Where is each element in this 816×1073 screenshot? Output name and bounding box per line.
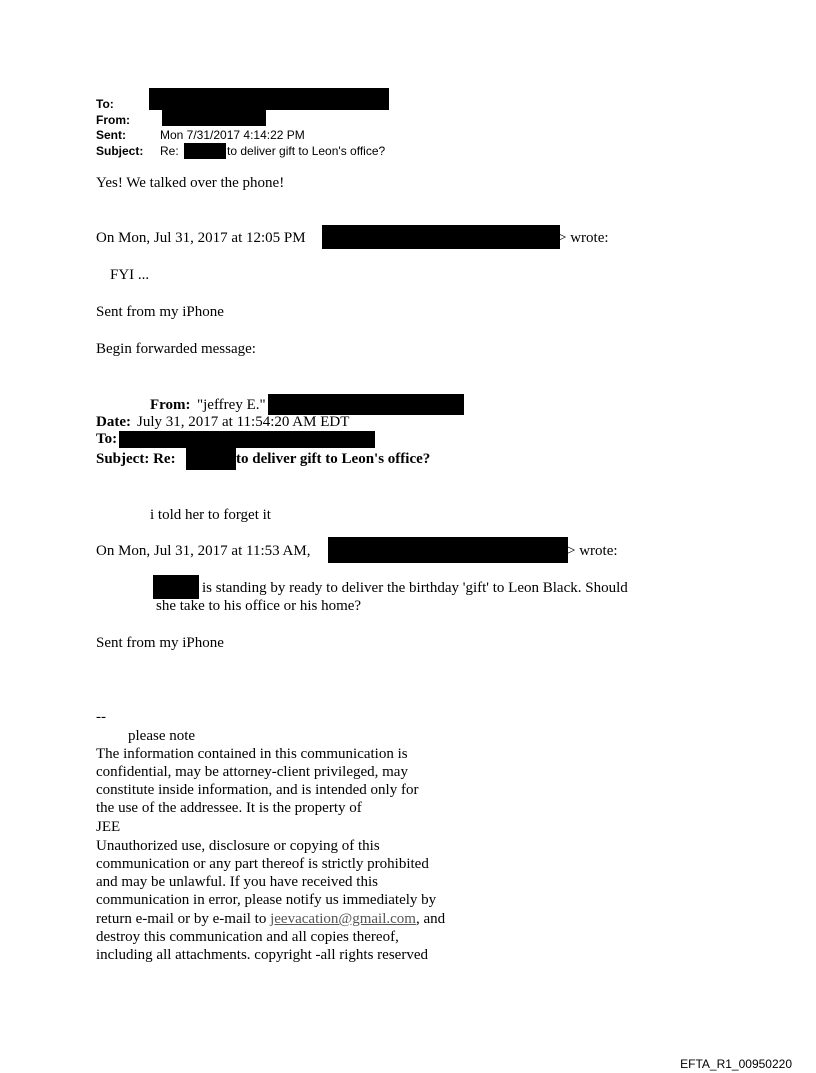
subject-suffix: to deliver gift to Leon's office? [227,144,386,158]
begin-forwarded: Begin forwarded message: [96,341,256,357]
disclaimer-line: and may be unlawful. If you have received this [96,874,378,890]
from-label: From: [96,113,130,127]
fwd-to-label: To: [96,431,118,447]
redaction-block [322,225,560,249]
reply-text: Yes! We talked over the phone! [96,175,285,191]
redaction-block [268,394,464,415]
fwd-date-value: July 31, 2017 at 11:54:20 AM EDT [137,414,350,430]
sent-from-iphone-2: Sent from my iPhone [96,635,224,651]
fwd-date-label: Date: [96,414,131,430]
redaction-block [328,537,568,563]
fyi-text: FYI ... [110,267,150,283]
quote-intro-2: On Mon, Jul 31, 2017 at 11:53 AM, [96,543,311,559]
redaction-block [119,431,375,448]
redaction-block [162,110,266,126]
disclaimer-line: communication or any part thereof is strictly prohibited [96,856,429,872]
disclaimer-text: , and [415,911,446,927]
subject-prefix: Re: [160,144,179,158]
sent-from-iphone: Sent from my iPhone [96,304,224,320]
to-label: To: [96,97,114,111]
redaction-block [149,88,389,110]
disclaimer-line: communication in error, please notify us immediately by [96,892,437,908]
subject-label: Subject: [96,144,144,158]
redaction-block [186,448,236,470]
fwd-subject-label: Subject: Re: [96,451,176,467]
sent-value: Mon 7/31/2017 4:14:22 PM [160,128,305,142]
disclaimer-text: return e-mail or by e-mail to [96,911,267,927]
quote-wrote-2: > wrote: [567,543,618,559]
fwd-subject-suffix: to deliver gift to Leon's office? [236,451,431,467]
quote-wrote-1: > wrote: [558,230,609,246]
disclaimer-line: JEE [96,819,121,835]
quote-intro-1: On Mon, Jul 31, 2017 at 12:05 PM [96,230,306,246]
redaction-block [184,143,226,159]
disclaimer-line: including all attachments. copyright -all rights reserved [96,947,428,963]
email-link[interactable]: jeevacation@gmail.com [270,911,416,927]
disclaimer-line: destroy this communication and all copies thereof, [96,929,399,945]
disclaimer-line: The information contained in this communication is [96,746,408,762]
quote2-line2: she take to his office or his home? [156,598,362,614]
document-id: EFTA_R1_00950220 [680,1057,792,1071]
disclaimer-line: constitute inside information, and is intended only for [96,782,419,798]
sent-label: Sent: [96,128,126,142]
signature-dashes: -- [96,709,106,725]
quote2-line1: is standing by ready to deliver the birthday 'gift' to Leon Black. Should [202,580,628,596]
disclaimer-line: confidential, may be attorney-client privileged, may [96,764,408,780]
fwd-message: i told her to forget it [150,507,271,523]
disclaimer-line: the use of the addressee. It is the property of [96,800,362,816]
fwd-from-label: From: [150,397,191,413]
disclaimer-line: Unauthorized use, disclosure or copying of this [96,838,380,854]
please-note: please note [128,728,196,744]
redaction-block [153,575,199,599]
disclaimer-line-email [96,910,445,928]
fwd-from-value: "jeffrey E." [197,397,266,413]
